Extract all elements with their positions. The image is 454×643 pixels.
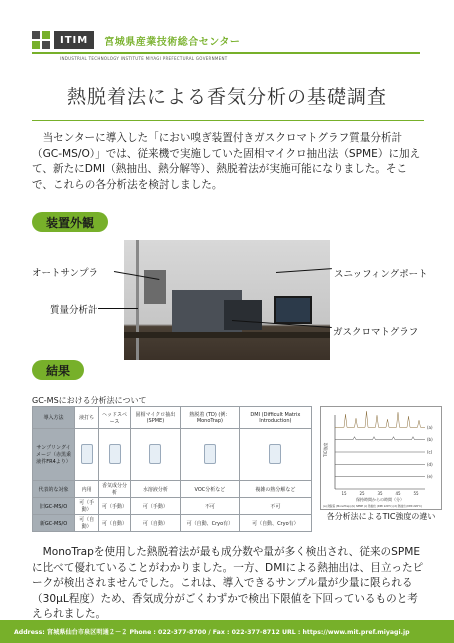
- logo-text: ITIM: [54, 31, 94, 49]
- sampling-image: [75, 429, 99, 481]
- table-cell: VOC分析など: [181, 481, 240, 498]
- table-cell: 香気成分分析: [99, 481, 130, 498]
- org-name-en: INDUSTRIAL TECHNOLOGY INSTITUTE MIYAGI PREFECTURAL GOVERNMENT: [60, 56, 228, 61]
- table-row-label: 代表的な対象: [33, 481, 75, 498]
- table-cell: 不可: [181, 498, 240, 515]
- footer-address: Address: 宮城県仙台市泉区明通２－２ Phone : 022-377-8700 / Fax : 022-377-8712 URL : https://www.mit.pref.miyagi.jp: [0, 620, 454, 643]
- sampling-image: [239, 429, 311, 481]
- logo-mark-icon: [32, 31, 50, 49]
- table-cell: 可（自動）: [130, 515, 180, 532]
- methods-table: [32, 406, 312, 532]
- tic-chart: [320, 406, 442, 510]
- table-row: [33, 515, 312, 532]
- table-cell: 可（手動）: [130, 498, 180, 515]
- vial-icon: [149, 444, 161, 464]
- table-title: GC-MSにおける分析法について: [32, 396, 147, 405]
- table-row: [33, 498, 312, 515]
- vial-icon: [204, 444, 216, 464]
- series-label: (a): [427, 424, 433, 430]
- header-divider: [32, 52, 420, 54]
- table-cell: 不可: [239, 498, 311, 515]
- sampling-image: [181, 429, 240, 481]
- table-cell: 可（手動）: [99, 498, 130, 515]
- section-results-heading: [32, 359, 84, 381]
- table-cell: 可（自動、Cryo有）: [181, 515, 240, 532]
- label-mass-spec: 質量分析計: [50, 305, 98, 316]
- table-cell: 可（自動）: [75, 515, 99, 532]
- legend-note: (a) 熱脱着 (MonoTrap) (b) SPME (c) 熱抽出 (DMI 120℃) (d) 熱抽出 (DMI 220℃): [323, 505, 423, 508]
- title-divider: [32, 120, 424, 121]
- table-header: 液打ち: [75, 407, 99, 429]
- page-title: 熱脱着法による香気分析の基礎調査: [66, 86, 387, 108]
- x-tick-label: 35: [377, 491, 383, 496]
- table-row-label: 旧GC-MS/O: [33, 498, 75, 515]
- label-gc: ガスクロマトグラフ: [333, 327, 419, 338]
- table-cell: 複雑の熱分解など: [239, 481, 311, 498]
- series-label: (c): [427, 449, 433, 455]
- table-header: 導入方法: [33, 407, 75, 429]
- section-label: 結果: [32, 360, 84, 380]
- table-cell: 可（自動）: [99, 515, 130, 532]
- intro-paragraph: 当センターに導入した「におい嗅ぎ装置付きガスクロマトグラフ質量分析計（GC-MS/O）」では、従来機で実施していた固相マイクロ抽出法（SPME）に加えて、新たにDMI（熱抽出、熱分解等）、熱脱着法が実施可能になりました。そこで、これらの各分析法を検討しました。: [32, 132, 421, 191]
- sampling-image: [99, 429, 130, 481]
- table-cell: 水溶液分析: [130, 481, 180, 498]
- vial-icon: [269, 444, 281, 464]
- series-line: [335, 411, 425, 427]
- x-tick-label: 55: [413, 491, 419, 496]
- sampling-image: [130, 429, 180, 481]
- table-row-label: 新GC-MS/O: [33, 515, 75, 532]
- table-cell: 可（手動）: [75, 498, 99, 515]
- table-header: 固相マイクロ抽出 (SPME): [130, 407, 180, 429]
- table-cell: 可（自動、Cryo有）: [239, 515, 311, 532]
- autosampler-shape: [144, 270, 166, 304]
- table-header: 熱脱着 (TD) (例：MonoTrap): [181, 407, 240, 429]
- equipment-photo: [124, 240, 330, 360]
- x-tick-label: 25: [359, 491, 365, 496]
- leader-mass-spec: [98, 308, 138, 309]
- label-autosampler: オートサンプラ: [32, 268, 99, 279]
- vial-icon: [109, 444, 121, 464]
- table-cell: 内用: [75, 481, 99, 498]
- series-label: (b): [427, 437, 433, 443]
- section-label: 装置外観: [32, 212, 108, 232]
- table-header: DMI (Difficult Matrix Introduction): [239, 407, 311, 429]
- tic-chart-svg: [321, 407, 441, 509]
- label-sniffing-port: スニッフィングポート: [334, 269, 428, 280]
- table-row-label: サンプリングイメージ（赤黒乗液件FR4より）: [33, 429, 75, 481]
- org-name: 宮城県産業技術総合センター: [104, 36, 241, 48]
- x-axis-label: 保持時間からの時間（分）: [356, 497, 404, 502]
- monitor-shape: [274, 296, 312, 324]
- table-header: ヘッドスペース: [99, 407, 130, 429]
- vial-icon: [81, 444, 93, 464]
- x-tick-label: 45: [395, 491, 401, 496]
- y-axis-label: TIC強度: [323, 442, 328, 457]
- summary-paragraph: MonoTrapを使用した熱脱着法が最も成分数や量が多く検出され、従来のSPMEに比べて優れていることがわかりました。一方、DMIによる熱抽出は、目立ったピークが検出されませんでした。これは、導入できるサンプル量が少量に限られる（30μL程度）ため、香気成分がごくわずかで検出下限値を下回っているものと考えられました。: [32, 546, 424, 620]
- ms-shape: [224, 300, 262, 330]
- series-label: (e): [427, 474, 433, 480]
- section-equipment-heading: [32, 211, 108, 233]
- chart-caption: 各分析法によるTIC強度の違い: [326, 512, 436, 521]
- series-label: (d): [427, 461, 433, 467]
- series-line: [335, 437, 425, 440]
- header-logo: [32, 30, 240, 50]
- table-row: [33, 481, 312, 498]
- x-tick-label: 15: [341, 491, 347, 496]
